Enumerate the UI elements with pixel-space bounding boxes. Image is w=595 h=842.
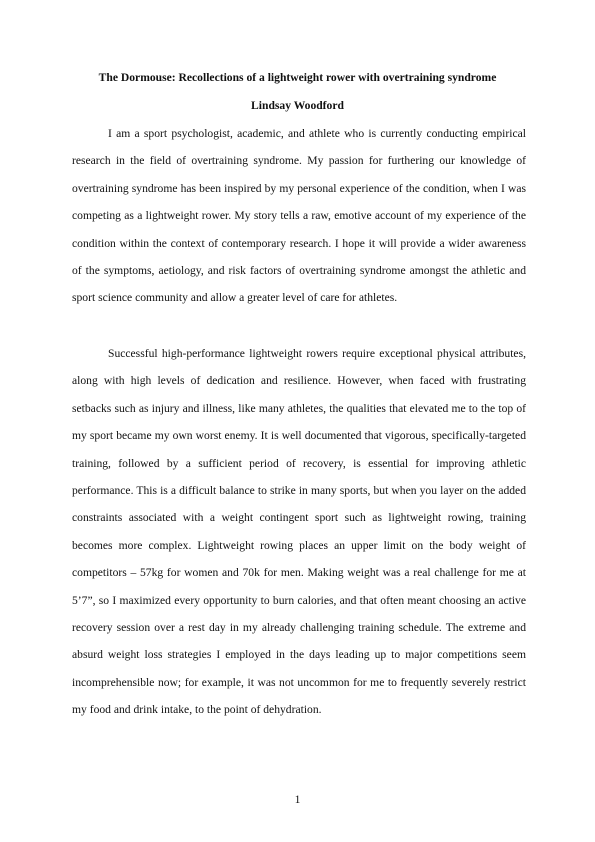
body-paragraph-2: Successful high-performance lightweight rowers require exceptional physical attributes, along with high levels of dedication and resilience. However, when faced with frustrating setbacks such as injury and illness, like many athletes, the qualities that elevated me to the top of my sport became my own worst enemy. It is well documented that vigorous, specifically-targeted training, followed by a sufficient period of recovery, is essential for improving athletic performance. This is a difficult balance to strike in many sports, but when you layer on the added constraints associated with a weight contingent sport such as lightweight rowing, training becomes more complex. Lightweight rowing places an upper limit on the body weight of competitors – 57kg for women and 70k for men. Making weight was a real challenge for me at 5’7”, so I maximized every opportunity to burn calories, and that often meant choosing an active recovery session over a rest day in my already challenging training schedule. The extreme and absurd weight loss strategies I employed in the days leading up to major competitions seem incomprehensible now; for example, it was not uncommon for me to frequently severely restrict my food and drink intake, to the point of dehydration. <box>72 347 526 717</box>
body-paragraph-1: I am a sport psychologist, academic, and athlete who is currently conducting empirical research in the field of overtraining syndrome. My passion for furthering our knowledge of overtraining syndrome has been inspired by my personal experience of the condition, when I was competing as a lightweight rower. My story tells a raw, emotive account of my experience of the condition within the context of contemporary research. I hope it will provide a wider awareness of the symptoms, aetiology, and risk factors of overtraining syndrome amongst the athletic and sport science community and allow a greater level of care for athletes. <box>72 127 526 305</box>
document-title: The Dormouse: Recollections of a lightweight rower with overtraining syndrome <box>98 71 497 84</box>
author-name: Lindsay Woodford <box>251 99 344 112</box>
page-number: 1 <box>294 793 301 806</box>
